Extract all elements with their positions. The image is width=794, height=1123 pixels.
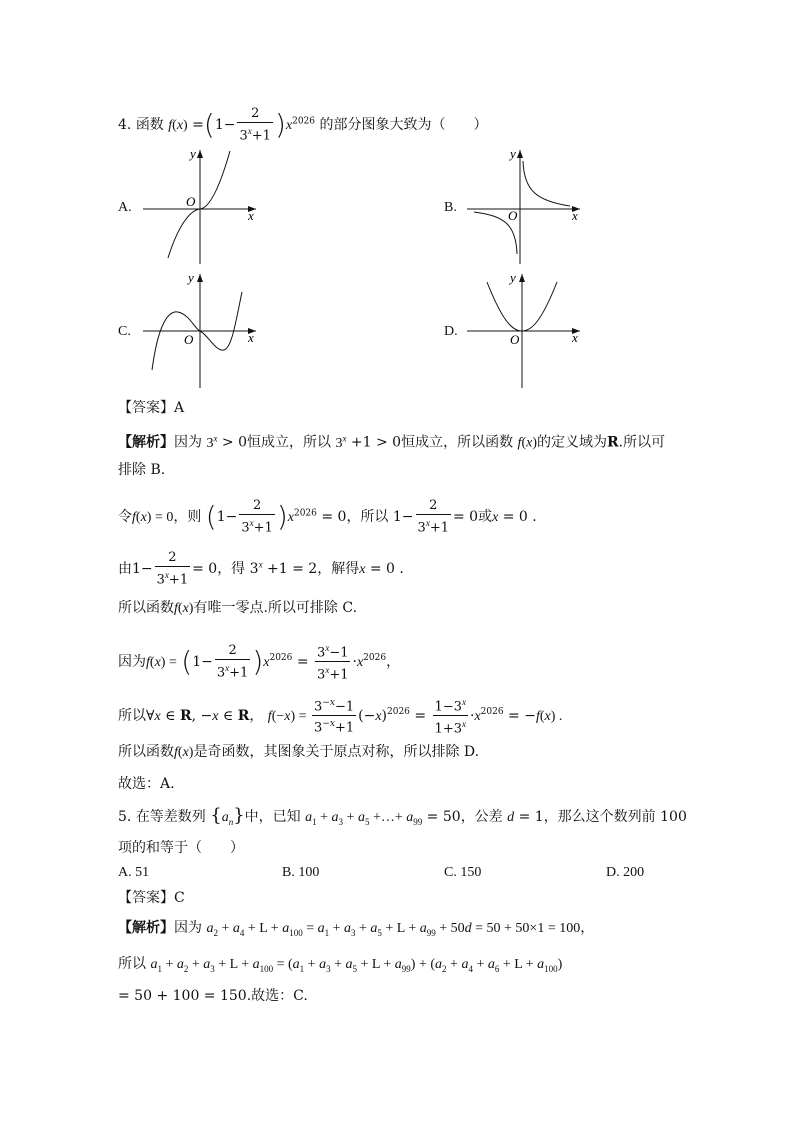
q4-stem: 4. 函数 f(x) =(1− $\frac{2}{3^x+1}$ )$x^{2026}$ 的部分图象大致为（ ） <box>118 106 488 144</box>
axis-y-label: y <box>510 146 516 161</box>
graph-b <box>462 146 592 266</box>
option-a-label: A. <box>118 200 132 215</box>
graph-d <box>462 270 592 392</box>
option-d-label: D. <box>444 324 458 339</box>
choice-d: D. 200 <box>606 865 645 880</box>
q5-analysis-line-3: = 50 + 100 = 150.故选：C. <box>118 988 308 1004</box>
graph-a <box>138 146 268 266</box>
q4-analysis-line-2: 排除 B. <box>118 462 166 478</box>
q4-analysis-line-6: 因为f(x) = (1− $\frac{2}{3^x+1}$ )$x^{2026}$ = $\frac{3^x-1}{3^x+1}$ $\cdot x^{2026}$， <box>118 640 400 684</box>
q5-answer: 【答案】C <box>118 890 185 906</box>
question-number: 4. <box>118 117 132 134</box>
origin-label: O <box>508 208 518 223</box>
q5-analysis-line-1: 【解析】因为 $a_2 + a_4 + L + a_{100} = a_1 + a_3 + a_5 + L + a_{99} + 50d = 50 + 50\times 1 = 100$， <box>118 920 595 938</box>
q4-analysis-line-3: 令f(x) = 0，则 (1− $\frac{2}{3^x+1}$ )$x^{2026} = 0$，所以 1− $\frac{2}{3^x+1}$ = 0或x = 0 . <box>118 498 537 536</box>
axis-x-label: x <box>572 330 578 345</box>
option-c-label: C. <box>118 324 131 339</box>
axis-y-label: y <box>190 146 196 161</box>
q5-analysis-line-2: 所以 $a_1 + a_2 + a_3 + L + a_{100} = (a_1 + a_3 + a_5 + L + a_{99}) + (a_2 + a_4 + a_6 + L + a_{100})$ <box>118 956 563 974</box>
option-b-label: B. <box>444 200 457 215</box>
origin-label: O <box>184 332 194 347</box>
q4-analysis-line-4: 由1− $\frac{2}{3^x+1}$ = 0，得 $3^x +1 = 2$，解得x = 0 . <box>118 550 404 588</box>
choice-a: A. 51 <box>118 865 150 880</box>
axis-y-label: y <box>510 270 516 285</box>
q4-analysis-line-7: 所以∀x ∈ R, −x ∈ R， f(−x) = $\frac{3^{-x}-1}{3^{-x}+1}$ $(-x)^{2026}$ = $\frac{1-3^x}{1+3^x}$ $\cdot x^{2026} = -f(x)$ . <box>118 694 562 738</box>
choice-b: B. 100 <box>282 865 320 880</box>
graph-c <box>138 270 268 392</box>
q4-analysis-line-1: 【解析】因为 $3^x > 0$恒成立，所以 $3^x +1 > 0$恒成立，所以函数 f(x)的定义域为R.所以可 <box>118 433 666 451</box>
q5-stem-line-1: 5. 在等差数列 $\{a_n\}$中，已知 $a_1 + a_3 + a_5$ +…+ $a_{99} = 50$，公差 d = 1，那么这个数列前 100 <box>118 805 687 827</box>
q4-analysis-line-9: 故选：A. <box>118 776 175 792</box>
q5-stem-line-2: 项的和等于（ ） <box>118 840 244 856</box>
axis-x-label: x <box>248 208 254 223</box>
origin-label: O <box>186 194 196 209</box>
q4-answer: 【答案】A <box>118 400 185 416</box>
choice-c: C. 150 <box>444 865 482 880</box>
axis-y-label: y <box>188 270 194 285</box>
origin-label: O <box>510 332 520 347</box>
q4-analysis-line-8: 所以函数f(x)是奇函数，其图象关于原点对称，所以排除 D. <box>118 744 480 760</box>
q4-analysis-line-5: 所以函数f(x)有唯一零点.所以可排除 C. <box>118 600 358 616</box>
axis-x-label: x <box>248 330 254 345</box>
axis-x-label: x <box>572 208 578 223</box>
